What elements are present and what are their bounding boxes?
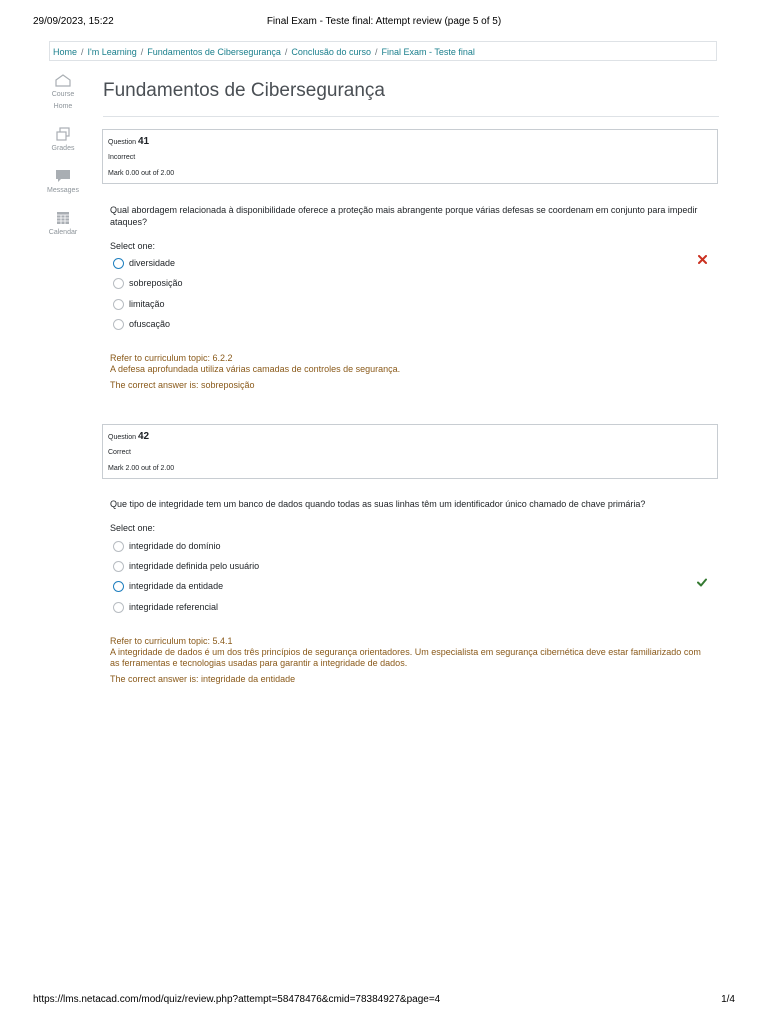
question-number: 42	[137, 431, 150, 442]
breadcrumb-section[interactable]: Conclusão do curso	[291, 47, 371, 57]
question-text: Que tipo de integridade tem um banco de dados quando todas as suas linhas têm um identificador único chamado de chave primária?	[110, 499, 646, 509]
sidebar-item-messages[interactable]	[40, 169, 86, 197]
answer-label: diversidade	[129, 258, 176, 268]
answer-label: limitação	[129, 299, 165, 309]
correct-answer: The correct answer is: sobreposição	[110, 380, 255, 390]
breadcrumb-separator: /	[81, 47, 84, 57]
radio-button[interactable]	[113, 561, 124, 572]
answer-option[interactable]	[113, 539, 221, 553]
correct-check-icon	[697, 578, 707, 587]
correct-answer: The correct answer is: integridade da entidade	[110, 674, 296, 684]
select-one-label: Select one:	[110, 241, 156, 251]
sidebar-item-label: Course Home	[51, 91, 75, 110]
sidebar-item-label: Grades	[51, 145, 75, 152]
question-state: Correct	[108, 449, 131, 456]
radio-button[interactable]	[113, 258, 124, 269]
print-page-number: 1/4	[721, 994, 735, 1005]
breadcrumb-im-learning[interactable]: I'm Learning	[87, 47, 137, 57]
question-info-box	[102, 129, 718, 184]
question-feedback	[110, 636, 710, 685]
sidebar-item-label: Messages	[47, 187, 79, 194]
radio-button[interactable]	[113, 602, 124, 613]
print-doc-title: Final Exam - Teste final: Attempt review (page 5 of 5)	[266, 16, 502, 27]
breadcrumb-quiz[interactable]: Final Exam - Teste final	[381, 47, 475, 57]
home-icon	[55, 74, 71, 87]
answer-label: sobreposição	[129, 278, 183, 288]
answer-option[interactable]	[113, 317, 170, 331]
breadcrumb-course[interactable]: Fundamentos de Cibersegurança	[147, 47, 281, 57]
question-label: Question	[108, 139, 137, 146]
print-url: https://lms.netacad.com/mod/quiz/review.php?attempt=58478476&cmid=78384927&page=4	[33, 994, 441, 1005]
radio-button[interactable]	[113, 299, 124, 310]
curriculum-topic: Refer to curriculum topic: 5.4.1	[110, 636, 233, 646]
messages-icon	[55, 169, 71, 183]
answer-option[interactable]	[113, 579, 223, 593]
answer-label: integridade referencial	[129, 602, 219, 612]
answer-option[interactable]	[113, 256, 175, 270]
question-label: Question	[108, 434, 137, 441]
radio-button[interactable]	[113, 541, 124, 552]
breadcrumb	[49, 41, 717, 61]
feedback-explanation: A defesa aprofundada utiliza várias camadas de controles de segurança.	[110, 364, 401, 374]
answer-option[interactable]	[113, 600, 218, 614]
breadcrumb-separator: /	[140, 47, 144, 57]
sidebar-item-course-home[interactable]	[40, 74, 86, 113]
question-number: 41	[137, 136, 150, 147]
breadcrumb-separator: /	[284, 47, 288, 57]
feedback-explanation: A integridade de dados é um dos três princípios de segurança orientadores. Um especialista em segurança cibernética deve estar familiarizado com as ferramentas e tecnologias usadas para garantir a integridade de dados.	[110, 647, 701, 668]
radio-button[interactable]	[113, 581, 124, 592]
breadcrumb-home[interactable]: Home	[53, 47, 78, 57]
curriculum-topic: Refer to curriculum topic: 6.2.2	[110, 353, 233, 363]
answer-option[interactable]	[113, 559, 259, 573]
course-sidebar	[40, 74, 86, 253]
calendar-icon	[56, 211, 70, 225]
answer-option[interactable]	[113, 297, 165, 311]
print-datetime: 29/09/2023, 15:22	[33, 16, 114, 27]
answer-label: integridade do domínio	[129, 541, 221, 551]
radio-button[interactable]	[113, 278, 124, 289]
grades-icon	[55, 127, 71, 141]
answer-option[interactable]	[113, 276, 183, 290]
title-divider	[103, 116, 719, 117]
answer-label: integridade definida pelo usuário	[129, 561, 260, 571]
answer-label: ofuscação	[129, 319, 171, 329]
sidebar-item-grades[interactable]	[40, 127, 86, 155]
question-mark: Mark 0.00 out of 2.00	[108, 170, 175, 177]
sidebar-item-calendar[interactable]	[40, 211, 86, 239]
breadcrumb-separator: /	[374, 47, 378, 57]
answer-label: integridade da entidade	[129, 581, 224, 591]
question-info-box	[102, 424, 718, 479]
select-one-label: Select one:	[110, 523, 156, 533]
question-feedback	[110, 353, 710, 391]
sidebar-item-label: Calendar	[48, 229, 78, 236]
page-title: Fundamentos de Cibersegurança	[103, 80, 386, 101]
incorrect-x-icon	[698, 255, 707, 264]
question-state: Incorrect	[108, 154, 136, 161]
question-mark: Mark 2.00 out of 2.00	[108, 465, 175, 472]
radio-button[interactable]	[113, 319, 124, 330]
question-text: Qual abordagem relacionada à disponibilidade oferece a proteção mais abrangente porque várias defesas se coordenam em conjunto para impedir ataques?	[110, 205, 698, 227]
